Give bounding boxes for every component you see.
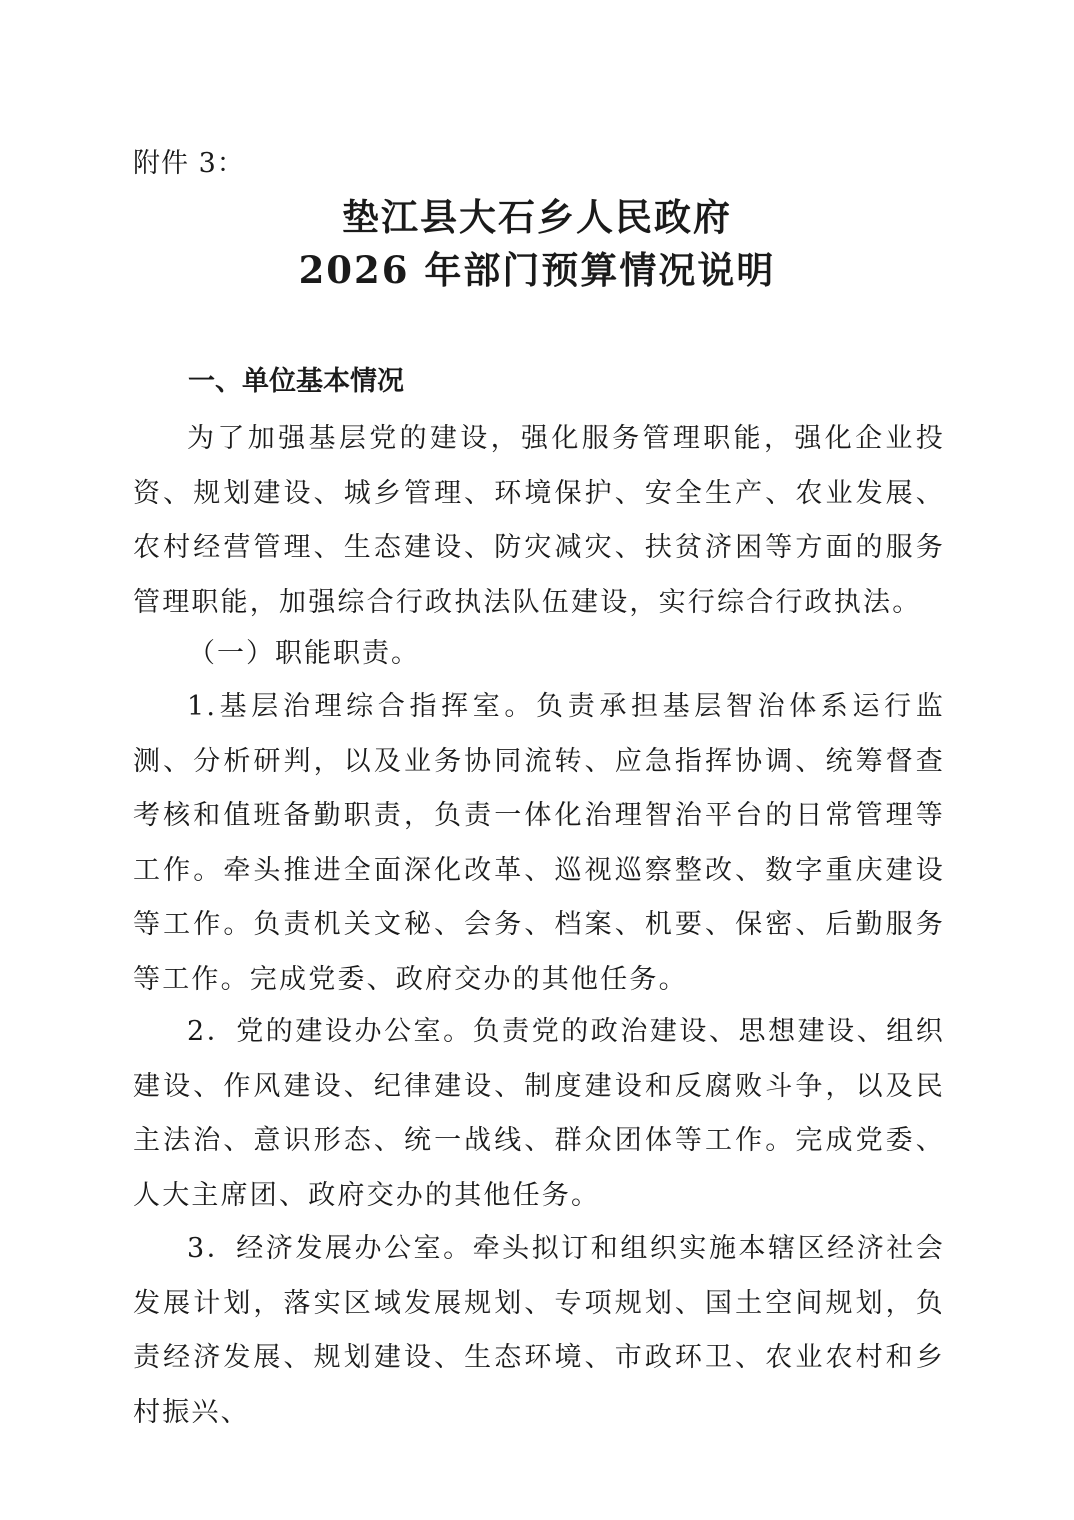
- subsection-heading-duties: （一）职能职责。: [188, 638, 420, 669]
- intro-paragraph: 为了加强基层党的建设，强化服务管理职能，强化企业投资、规划建设、城乡管理、环境保护、安全生产、农业发展、农村经营管理、生态建设、防灾减灾、扶贫济困等方面的服务管理职能，加强综合行政执法队伍建设，实行综合行政执法。: [133, 423, 945, 618]
- duty-item-1: 1.基层治理综合指挥室。负责承担基层智治体系运行监测、分析研判，以及业务协同流转、应急指挥协调、统筹督查考核和值班备勤职责，负责一体化治理智治平台的日常管理等工作。牵头推进全面深化改革、巡视巡察整改、数字重庆建设等工作。负责机关文秘、会务、档案、机要、保密、后勤服务等工作。完成党委、政府交办的其他任务。: [133, 691, 945, 995]
- duty-item-2: 2．党的建设办公室。负责党的政治建设、思想建设、组织建设、作风建设、纪律建设、制度建设和反腐败斗争，以及民主法治、意识形态、统一战线、群众团体等工作。完成党委、人大主席团、政府交办的其他任务。: [133, 1016, 945, 1211]
- document-title-line2: 2026 年部门预算情况说明: [298, 248, 776, 292]
- attachment-label: 附件 3：: [133, 148, 245, 179]
- duty-item-3: 3．经济发展办公室。牵头拟订和组织实施本辖区经济社会发展计划，落实区域发展规划、专项规划、国土空间规划，负责经济发展、规划建设、生态环境、市政环卫、农业农村和乡村振兴、: [133, 1233, 945, 1428]
- document-title-line1: 垫江县大石乡人民政府: [342, 195, 732, 239]
- section-heading-basic-info: 一、单位基本情况: [188, 366, 404, 397]
